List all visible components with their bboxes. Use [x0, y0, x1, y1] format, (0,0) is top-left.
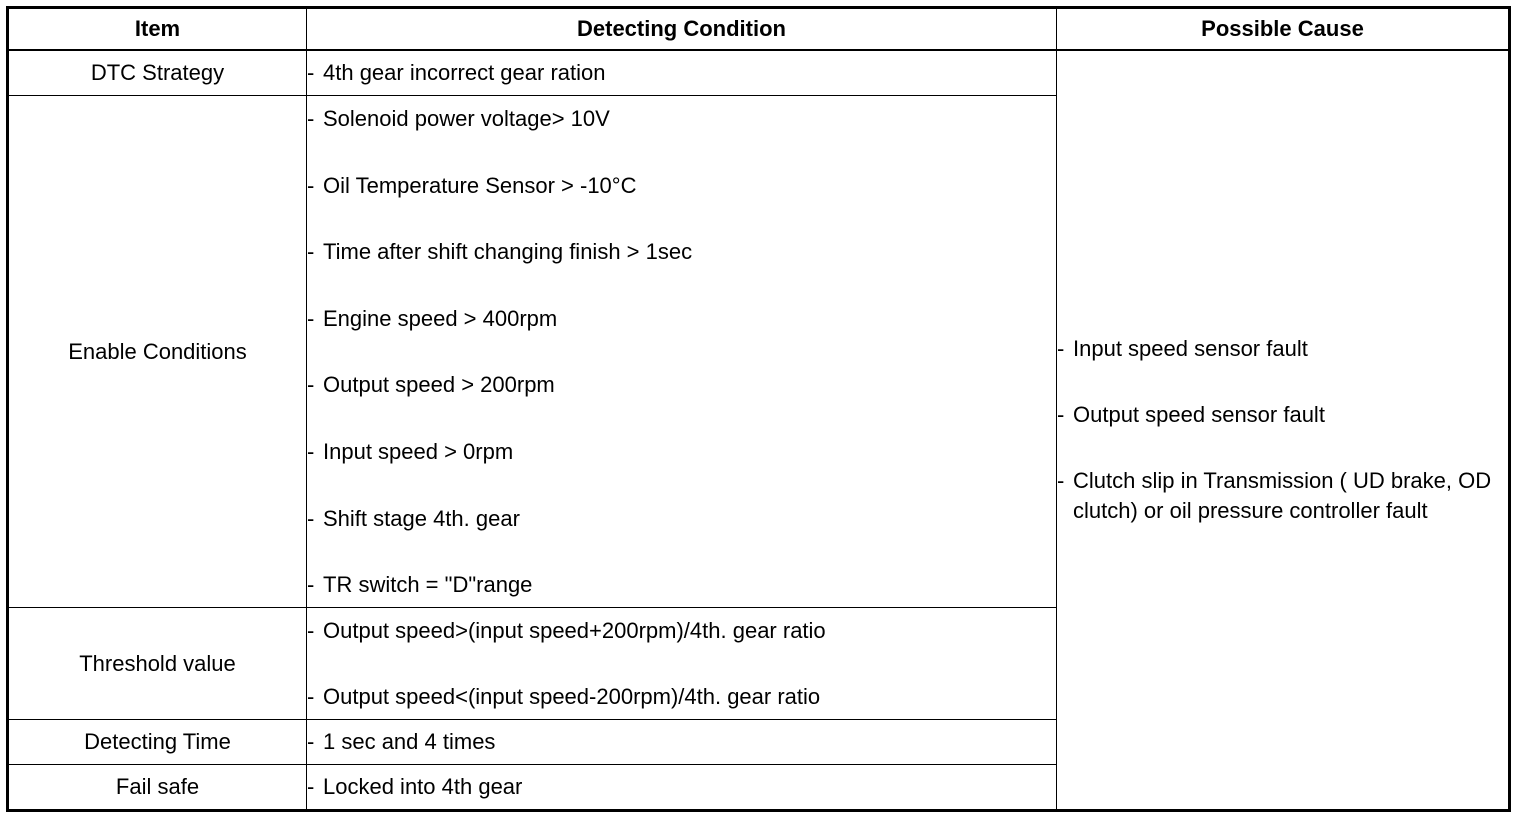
item-enable-conditions: Enable Conditions: [8, 96, 307, 608]
condition-line: - Locked into 4th gear: [307, 774, 523, 799]
cause-line: - Output speed sensor fault: [1057, 402, 1325, 427]
condition-line: - Engine speed > 400rpm: [307, 305, 558, 331]
item-dtc-strategy: DTC Strategy: [8, 50, 307, 96]
condition-line: - Output speed<(input speed-200rpm)/4th. gear ratio: [307, 684, 821, 709]
item-detecting-time: Detecting Time: [8, 720, 307, 765]
condition-line: - 1 sec and 4 times: [307, 729, 496, 754]
condition-cell-fail-safe: [307, 765, 1057, 811]
condition-line: - Oil Temperature Sensor > -10°C: [307, 172, 637, 198]
possible-cause-list: [1057, 334, 1508, 526]
condition-line: - Solenoid power voltage> 10V: [307, 106, 610, 131]
cause-line: - Input speed sensor fault: [1057, 336, 1308, 361]
condition-line: - Output speed > 200rpm: [307, 372, 555, 398]
condition-line: - Input speed > 0rpm: [307, 438, 514, 464]
possible-cause-cell: [1057, 50, 1510, 811]
condition-line: - Output speed>(input speed+200rpm)/4th. gear ratio: [307, 618, 826, 643]
item-fail-safe: Fail safe: [8, 765, 307, 811]
table-row-dtc-strategy: [8, 50, 1510, 96]
header-item: Item: [8, 8, 307, 51]
header-row: [8, 8, 1510, 51]
condition-line: - Time after shift changing finish > 1sec: [307, 239, 693, 265]
condition-line: - 4th gear incorrect gear ration: [307, 60, 606, 85]
item-threshold-value: Threshold value: [8, 608, 307, 720]
condition-cell-enable-conditions: [307, 96, 1057, 608]
header-possible-cause: Possible Cause: [1057, 8, 1510, 51]
dtc-table: [6, 6, 1511, 812]
condition-cell-detecting-time: [307, 720, 1057, 765]
condition-line: - Shift stage 4th. gear: [307, 505, 520, 531]
cause-line: - Clutch slip in Transmission ( UD brake, OD clutch) or oil pressure controller fault: [1057, 468, 1492, 523]
condition-line: - TR switch = "D"range: [307, 572, 533, 598]
header-detecting-condition: Detecting Condition: [307, 8, 1057, 51]
condition-cell-dtc-strategy: [307, 50, 1057, 96]
condition-cell-threshold-value: [307, 608, 1057, 720]
